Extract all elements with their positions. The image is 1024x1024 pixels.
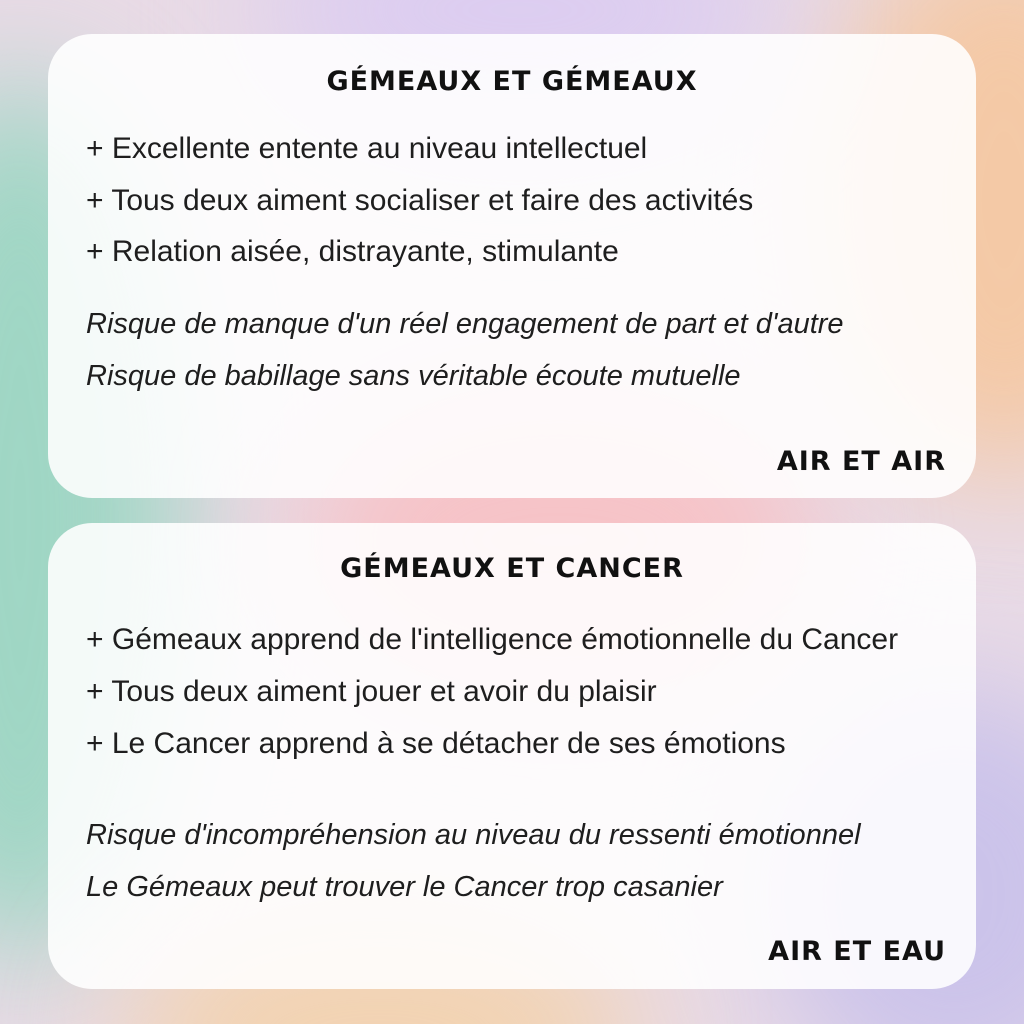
strength-item: + Le Cancer apprend à se détacher de ses émotions [86, 727, 786, 760]
risk-item: Risque de manque d'un réel engagement de part et d'autre [86, 308, 844, 340]
strength-item: + Gémeaux apprend de l'intelligence émotionnelle du Cancer [86, 623, 899, 656]
risk-item: Le Gémeaux peut trouver le Cancer trop casanier [86, 871, 723, 903]
element-tag: AIR ET AIR [776, 446, 946, 477]
strength-item: + Tous deux aiment socialiser et faire des activités [86, 184, 754, 217]
element-tag: AIR ET EAU [768, 936, 946, 967]
compatibility-card-gemini-cancer [48, 523, 976, 989]
card-title: GÉMEAUX ET GÉMEAUX [326, 66, 698, 97]
strength-item: + Excellente entente au niveau intellectuel [86, 132, 648, 165]
risk-item: Risque de babillage sans véritable écoute mutuelle [86, 360, 741, 392]
risk-item: Risque d'incompréhension au niveau du ressenti émotionnel [86, 819, 861, 851]
strength-item: + Relation aisée, distrayante, stimulante [86, 235, 619, 268]
card-title: GÉMEAUX ET CANCER [340, 553, 684, 584]
strength-item: + Tous deux aiment jouer et avoir du plaisir [86, 675, 657, 708]
compatibility-card-gemini-gemini [48, 34, 976, 498]
